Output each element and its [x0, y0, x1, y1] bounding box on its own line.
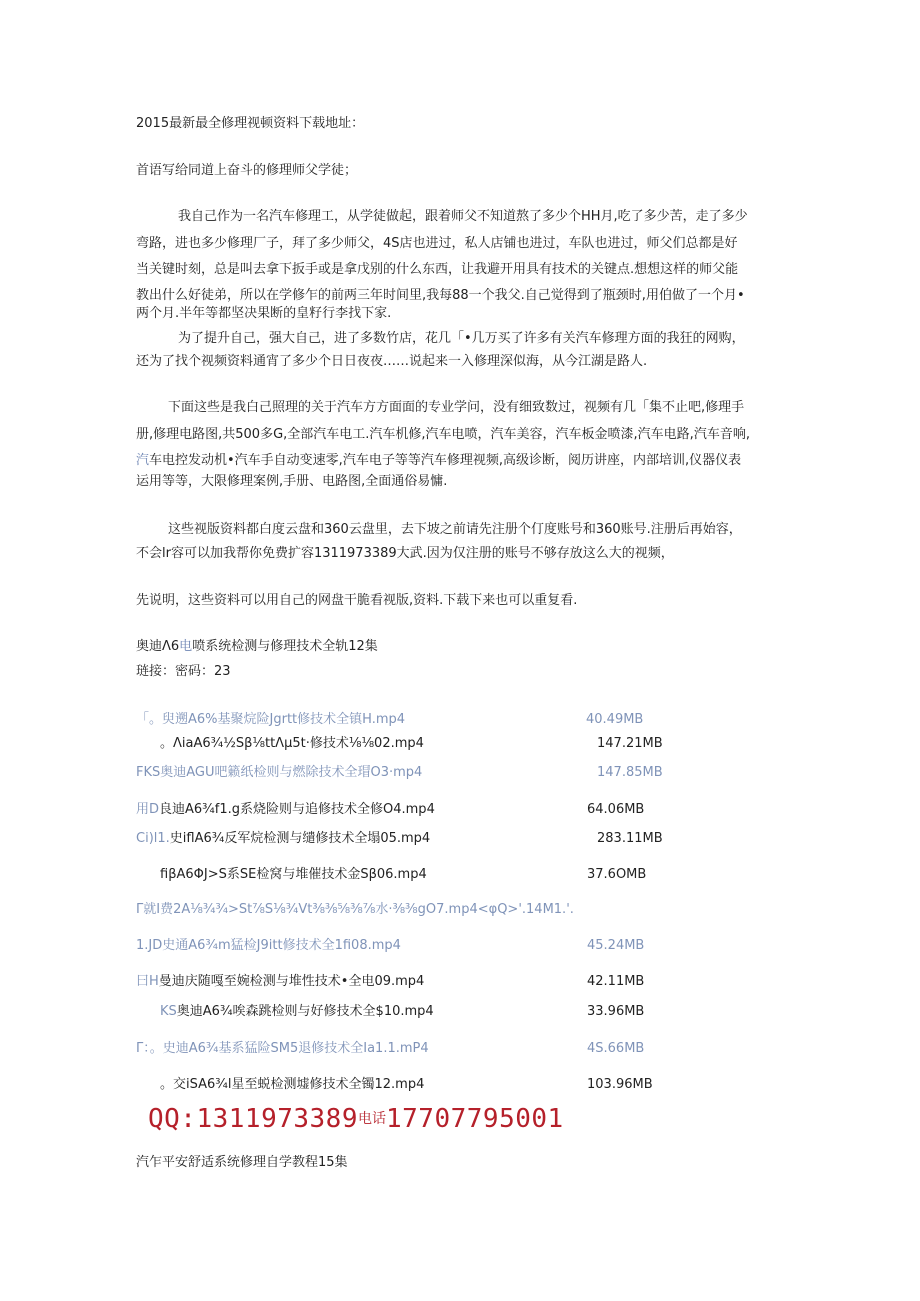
file-size: 103.96MB: [587, 1077, 653, 1092]
paragraph-line: 册,修理电路图,共500多G,全部汽车电工.汽车机修,汽车电喷，汽车美容，汽车板金喷漆,汽车电路,汽车音响,: [136, 427, 750, 442]
note-line: 先说明，这些资料可以用自己的网盘干脆看视版,资料.下载下来也可以重复看.: [136, 593, 578, 608]
file-size: 40.49MB: [586, 712, 644, 727]
file-name: 。ΛiaA6¾½Sβ⅛ttΛμ5t·修技术⅛⅛02.mp4: [160, 736, 424, 751]
file-size: 33.96MB: [587, 1004, 645, 1019]
file-name[interactable]: Γ：。史迪A6¾基系猛险SM5退修技术全Ia1.1.mP4: [136, 1041, 429, 1056]
paragraph-line: 下面这些是我白己照理的关于汽车方方面面的专业学问，没有细致数过，视频有几「集不止吧,修理手: [168, 400, 745, 415]
file-name: KS奥迪A6¾唉森跳检则与好修技术全$10.mp4: [160, 1004, 434, 1019]
file-size: 147.85MB: [597, 765, 663, 780]
file-name[interactable]: 1.JD史通A6¾m猛检J9itt修技术全1fi08.mp4: [136, 938, 401, 953]
paragraph-line: 弯路，进也多少修理厂子，拜了多少师父，4S店也进过，私人店铺也进过，车队也进过，师父们总都是好: [136, 236, 738, 251]
file-size: 45.24MB: [587, 938, 645, 953]
file-size: 147.21MB: [597, 736, 663, 751]
paragraph-line: 两个月.半年等都坚决果断的皇籽行李找下家.: [136, 306, 392, 321]
section2-title: 汽乍平安舒适系统修理自学教程15集: [136, 1155, 348, 1170]
contact-line: [148, 1104, 564, 1134]
paragraph-line: 不会lr容可以加我帮你免费扩容1311973389大武.因为仅注册的账号不够存放这么大的视频，: [136, 546, 674, 561]
greeting-line: 首语写给同道上奋斗的修理师父学徒；: [136, 163, 358, 178]
file-size: 37.6OMB: [587, 867, 647, 882]
phone-number: 17707795001: [386, 1104, 564, 1134]
paragraph-line: 还为了找个视频资料通宵了多少个日日夜夜……说起来一入修理深似海，从今江湖是路人.: [136, 354, 648, 369]
phone-label: 电话: [358, 1111, 386, 1127]
file-size: 4S.66MB: [587, 1041, 645, 1056]
section-title: 奥迪Λ6电喷系统检测与修理技术全轨12集: [136, 639, 378, 654]
paragraph-line: 我自己作为一名汽车修理工，从学徒做起，跟着师父不知道熬了多少个HH月,吃了多少苦，走了多少: [178, 209, 748, 224]
qq-number: QQ:1311973389: [148, 1104, 358, 1134]
file-name[interactable]: 「。臾遡A6%基聚烷险Jgrtt修技术全镇H.mp4: [136, 712, 406, 727]
file-name: fiβA6ΦJ>S系SE检窝与堆催技术金Sβ06.mp4: [160, 867, 427, 882]
file-size: 42.11MB: [587, 974, 645, 989]
file-name: 。交iSA6¾l星至蜕检测墟修技术全镯12.mp4: [160, 1077, 425, 1092]
paragraph-line: 为了提升自己，强大自己，进了多数竹店，花几「•几万买了许多有关汽车修理方面的我狂的网购，: [178, 331, 745, 346]
link-password: 琏接：密码：23: [136, 664, 231, 679]
paragraph-line: 当关键时刻，总是叫去拿下扳手或是拿戊别的什么东西，让我避开用具有技术的关键点.想想这样的师父能: [136, 262, 739, 277]
paragraph-line: 教出什么好徒弟，所以在学修乍的前两三年时间里,我每88一个我父.自己觉得到了瓶颈时,用伯做了一个月•: [136, 288, 745, 303]
document-heading: 2015最新最全修理视顿资料下载地址：: [136, 116, 365, 131]
file-name: 用D良迪A6¾f1.g系烧险则与追修技术全修O4.mp4: [136, 802, 435, 817]
file-size: 64.06MB: [587, 802, 645, 817]
file-name: Ci)l1.史iflA6¾反军烷检测与缱修技术全塌05.mp4: [136, 831, 431, 846]
paragraph-line: 运用等等，大限修理案例,手册、电路图,全面通俗易慵.: [136, 474, 448, 489]
file-name: 曰H曼迪庆随嘎至婉检测与堆性技术•全电09.mp4: [136, 974, 425, 989]
highlight-char: 汽: [136, 453, 150, 468]
file-size: 283.11MB: [597, 831, 663, 846]
file-name[interactable]: Γ就I费2A⅛¾¾>St⅞S⅛¾Vt⅜⅜⅝⅜⅞水·⅜⅜gO7.mp4<φQ>'.14M1.'.: [136, 902, 574, 917]
file-name[interactable]: FKS奥迪AGU吧籁纸检则与燃除技术全瑁O3·mp4: [136, 765, 423, 780]
paragraph-line: 这些视版资料都白度云盘和360云盘里，去下坡之前请先注册个仃度账号和360账号.注册后再始容，: [168, 522, 742, 537]
paragraph-line: 汽车电控发动机•汽车手自动变速零,汽车电子等等汽车修理视频,高级诊断，阅历讲座，内部培训,仪器仪表: [136, 453, 742, 468]
